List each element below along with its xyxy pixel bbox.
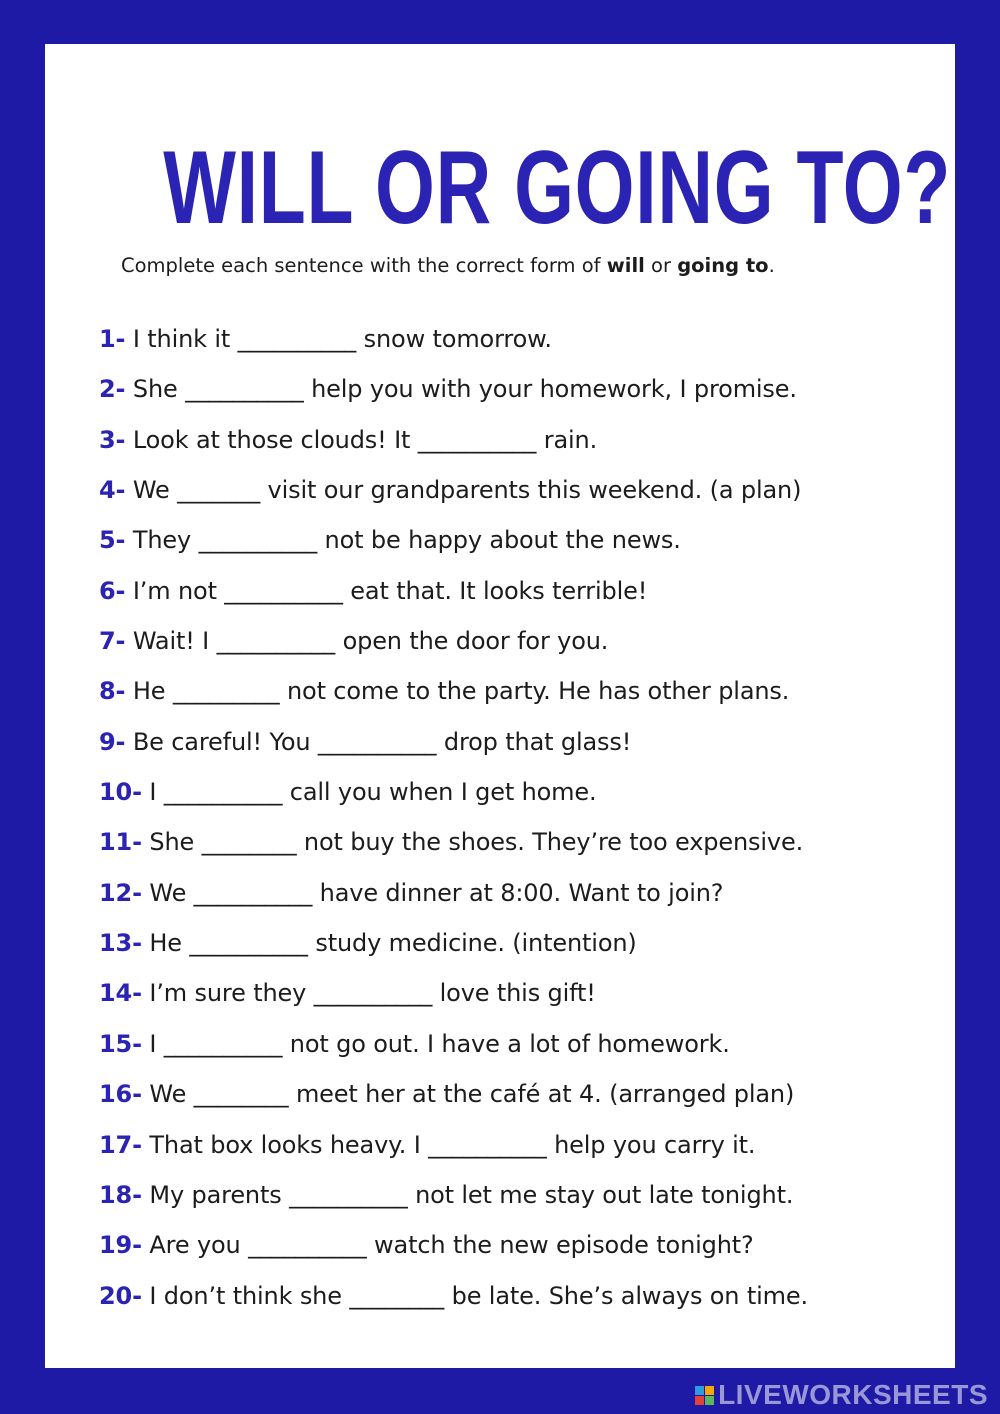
exercise-item bbox=[99, 422, 808, 472]
exercise-sentence: That box looks heavy. I __________ help you carry it. bbox=[141, 1130, 756, 1159]
exercise-item bbox=[99, 321, 808, 371]
exercise-sentence: Be careful! You __________ drop that glass! bbox=[125, 727, 632, 756]
exercise-number: 15- bbox=[99, 1029, 142, 1058]
logo-square bbox=[705, 1396, 714, 1405]
instruction-prefix: Complete each sentence with the correct form of bbox=[121, 254, 607, 277]
exercise-sentence: I’m not __________ eat that. It looks terrible! bbox=[125, 576, 648, 605]
exercise-number: 5- bbox=[99, 526, 126, 555]
exercise-sentence: She __________ help you with your homework, I promise. bbox=[125, 375, 797, 404]
exercise-number: 3- bbox=[99, 425, 126, 454]
exercise-sentence: Wait! I __________ open the door for you. bbox=[125, 627, 609, 656]
exercise-number: 19- bbox=[99, 1231, 142, 1260]
exercise-number: 6- bbox=[99, 576, 126, 605]
exercise-sentence: They __________ not be happy about the news. bbox=[125, 526, 681, 555]
exercise-item bbox=[99, 522, 808, 572]
exercise-sentence: We __________ have dinner at 8:00. Want to join? bbox=[141, 878, 724, 907]
exercise-number: 7- bbox=[99, 627, 126, 656]
exercise-sentence: I think it __________ snow tomorrow. bbox=[125, 325, 552, 353]
exercise-item bbox=[99, 371, 808, 421]
exercise-item bbox=[99, 1227, 808, 1277]
exercise-number: 11- bbox=[99, 828, 142, 857]
exercise-sentence: My parents __________ not let me stay out late tonight. bbox=[141, 1180, 794, 1209]
exercise-number: 1- bbox=[99, 325, 126, 353]
exercise-sentence: I don’t think she ________ be late. She’s always on time. bbox=[141, 1281, 808, 1310]
exercise-item bbox=[99, 1127, 808, 1177]
exercise-item bbox=[99, 724, 808, 774]
footer-brand: LIVEWORKSHEETS bbox=[718, 1379, 988, 1410]
exercise-number: 14- bbox=[99, 979, 142, 1008]
exercise-number: 8- bbox=[99, 677, 126, 706]
logo-square bbox=[695, 1386, 704, 1395]
instruction-bold-will: will bbox=[606, 254, 645, 277]
liveworksheets-logo-icon bbox=[695, 1386, 714, 1405]
instruction-middle: or bbox=[644, 254, 678, 277]
exercise-sentence: I’m sure they __________ love this gift! bbox=[141, 979, 596, 1008]
exercise-item bbox=[99, 975, 808, 1025]
exercise-item bbox=[99, 573, 808, 623]
exercise-item bbox=[99, 623, 808, 673]
exercise-sentence: Look at those clouds! It __________ rain. bbox=[125, 425, 598, 454]
exercise-sentence: We _______ visit our grandparents this weekend. (a plan) bbox=[125, 476, 802, 505]
exercise-sentence: He __________ study medicine. (intention) bbox=[141, 929, 637, 958]
exercise-item bbox=[99, 925, 808, 975]
exercise-sentence: I __________ not go out. I have a lot of homework. bbox=[141, 1029, 730, 1058]
exercise-number: 2- bbox=[99, 375, 126, 404]
footer-watermark bbox=[695, 1380, 988, 1410]
instruction-suffix: . bbox=[768, 254, 775, 277]
exercise-number: 9- bbox=[99, 727, 126, 756]
exercise-sentence: I __________ call you when I get home. bbox=[141, 778, 597, 807]
exercise-item bbox=[99, 1278, 808, 1328]
exercise-item bbox=[99, 824, 808, 874]
exercise-item bbox=[99, 472, 808, 522]
logo-square bbox=[705, 1386, 714, 1395]
exercise-number: 20- bbox=[99, 1281, 142, 1310]
instruction-bold-going-to: going to bbox=[677, 254, 769, 277]
page-title: WILL OR GOING TO? bbox=[163, 130, 952, 246]
exercise-sentence: Are you __________ watch the new episode tonight? bbox=[141, 1231, 754, 1260]
logo-square bbox=[695, 1396, 704, 1405]
exercise-item bbox=[99, 1177, 808, 1227]
worksheet-sheet bbox=[45, 44, 955, 1368]
exercise-sentence: She ________ not buy the shoes. They’re too expensive. bbox=[141, 828, 804, 857]
exercise-number: 13- bbox=[99, 929, 142, 958]
exercise-sentence: We ________ meet her at the café at 4. (arranged plan) bbox=[141, 1080, 795, 1109]
exercise-item bbox=[99, 1026, 808, 1076]
exercise-number: 17- bbox=[99, 1130, 142, 1159]
instruction-text bbox=[121, 254, 775, 277]
exercise-list bbox=[99, 321, 808, 1328]
exercise-item bbox=[99, 875, 808, 925]
exercise-item bbox=[99, 673, 808, 723]
exercise-item bbox=[99, 1076, 808, 1126]
exercise-number: 12- bbox=[99, 878, 142, 907]
exercise-sentence: He _________ not come to the party. He has other plans. bbox=[125, 677, 790, 706]
exercise-number: 16- bbox=[99, 1080, 142, 1109]
exercise-number: 4- bbox=[99, 476, 126, 505]
exercise-number: 18- bbox=[99, 1180, 142, 1209]
exercise-item bbox=[99, 774, 808, 824]
exercise-number: 10- bbox=[99, 778, 142, 807]
